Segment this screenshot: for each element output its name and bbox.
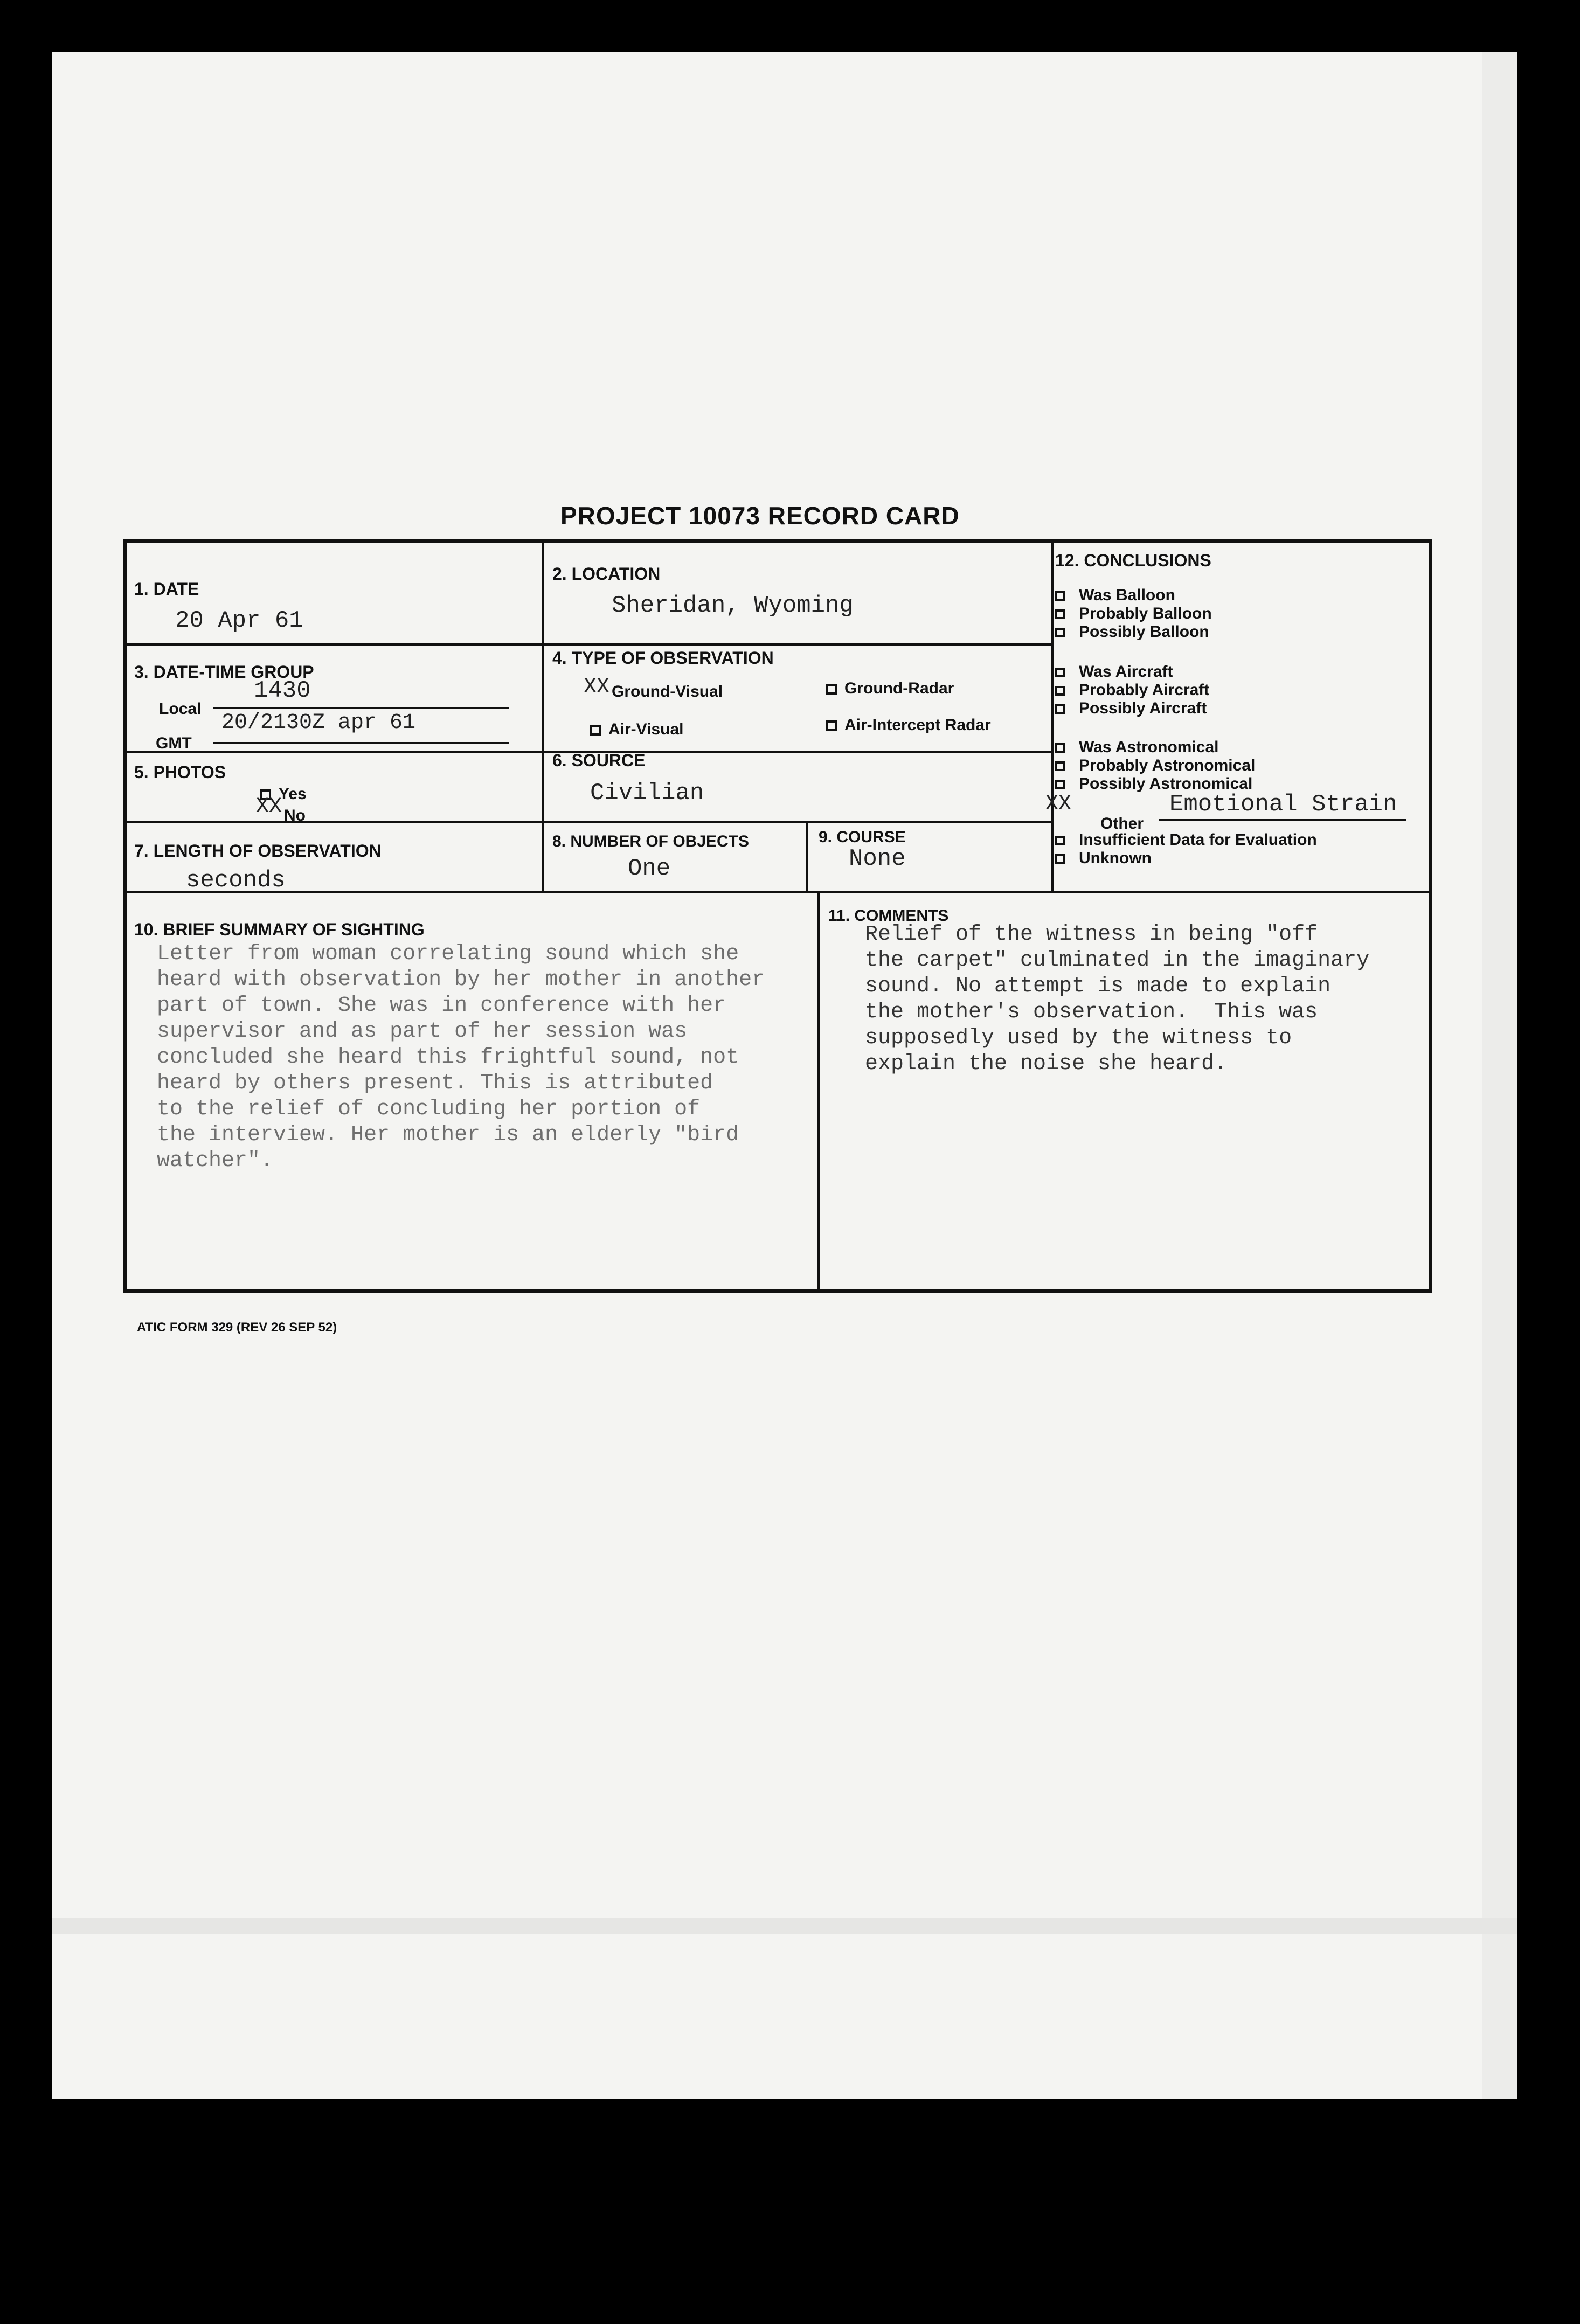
summary-label: 10. BRIEF SUMMARY OF SIGHTING bbox=[134, 920, 425, 939]
record-card bbox=[123, 539, 1432, 1293]
comments-line: Relief of the witness in being "off bbox=[865, 922, 1318, 947]
checkbox bbox=[1055, 686, 1065, 696]
ground-visual-mark: XX bbox=[584, 675, 610, 699]
divider bbox=[806, 821, 808, 891]
other-value: Emotional Strain bbox=[1169, 791, 1397, 818]
conclusion-item bbox=[1055, 605, 1212, 623]
summary-line: supervisor and as part of her session was bbox=[157, 1019, 688, 1044]
conclusions-group-balloon bbox=[1055, 586, 1212, 641]
conclusions-group-other bbox=[1055, 831, 1317, 868]
conclusions-label: 12. CONCLUSIONS bbox=[1055, 551, 1211, 570]
opt-air-intercept bbox=[826, 716, 991, 734]
checkbox bbox=[1055, 609, 1065, 619]
summary-line: part of town. She was in conference with her bbox=[157, 994, 726, 1018]
comments-text bbox=[865, 922, 1369, 1077]
objects-value: One bbox=[628, 855, 671, 882]
conclusion-item bbox=[1055, 738, 1255, 757]
checkbox bbox=[1055, 854, 1065, 864]
location-value: Sheridan, Wyoming bbox=[612, 592, 854, 619]
checkbox bbox=[1055, 780, 1065, 789]
conclusion-item bbox=[1055, 775, 1255, 793]
source-label: 6. SOURCE bbox=[552, 751, 646, 770]
date-label: 1. DATE bbox=[134, 579, 199, 599]
conclusion-text: Unknown bbox=[1079, 849, 1152, 867]
conclusion-text: Possibly Aircraft bbox=[1079, 699, 1207, 717]
opt-air-visual bbox=[590, 720, 684, 739]
comments-line: the carpet" culminated in the imaginary bbox=[865, 948, 1370, 973]
paper-edge bbox=[1482, 52, 1517, 2099]
checkbox bbox=[1055, 836, 1065, 845]
summary-line: heard with observation by her mother in another bbox=[157, 968, 765, 992]
card-title: PROJECT 10073 RECORD CARD bbox=[560, 502, 960, 530]
opt-ground-visual: Ground-Visual bbox=[612, 683, 723, 700]
type-obs-label: 4. TYPE OF OBSERVATION bbox=[552, 648, 774, 668]
opt-air-visual-text: Air-Visual bbox=[608, 720, 684, 738]
conclusion-text: Was Balloon bbox=[1079, 586, 1175, 604]
checkbox bbox=[1055, 668, 1065, 677]
conclusion-item bbox=[1055, 586, 1212, 605]
checkbox bbox=[1055, 761, 1065, 771]
conclusion-item bbox=[1055, 757, 1255, 775]
summary-line: the interview. Her mother is an elderly "bird bbox=[157, 1123, 739, 1147]
conclusion-text: Was Astronomical bbox=[1079, 738, 1219, 756]
comments-line: supposedly used by the witness to bbox=[865, 1026, 1292, 1050]
comments-line: the mother's observation. This was bbox=[865, 1000, 1318, 1024]
summary-line: Letter from woman correlating sound which she bbox=[157, 942, 739, 966]
summary-line: watcher". bbox=[157, 1149, 274, 1173]
divider bbox=[127, 891, 1429, 893]
location-label: 2. LOCATION bbox=[552, 564, 661, 584]
paper-fold bbox=[52, 1918, 1517, 1934]
summary-line: heard by others present. This is attributed bbox=[157, 1071, 713, 1095]
divider bbox=[127, 821, 1051, 823]
course-label: 9. COURSE bbox=[819, 828, 906, 846]
gmt-underline bbox=[213, 742, 509, 744]
dtg-local-label: Local bbox=[159, 700, 202, 718]
conclusion-item bbox=[1055, 623, 1212, 641]
other-label: Other bbox=[1100, 815, 1144, 833]
divider bbox=[127, 643, 1051, 646]
source-value: Civilian bbox=[590, 780, 704, 807]
objects-label: 8. NUMBER OF OBJECTS bbox=[552, 833, 750, 850]
checkbox bbox=[1055, 628, 1065, 637]
conclusion-item bbox=[1055, 831, 1317, 849]
opt-ground-radar bbox=[826, 679, 954, 698]
conclusion-item bbox=[1055, 699, 1209, 718]
conclusions-group-astronomical bbox=[1055, 738, 1255, 793]
conclusion-text: Probably Balloon bbox=[1079, 605, 1212, 622]
form-number: ATIC FORM 329 (REV 26 SEP 52) bbox=[137, 1320, 337, 1335]
summary-line: to the relief of concluding her portion of bbox=[157, 1097, 701, 1121]
conclusion-item bbox=[1055, 681, 1209, 699]
photos-yes-text: Yes bbox=[279, 785, 307, 803]
checkbox bbox=[590, 725, 601, 736]
course-value: None bbox=[849, 845, 906, 872]
local-underline bbox=[213, 707, 509, 709]
divider bbox=[817, 891, 820, 1289]
other-underline bbox=[1159, 819, 1406, 821]
length-label: 7. LENGTH OF OBSERVATION bbox=[134, 841, 382, 861]
conclusion-text: Possibly Balloon bbox=[1079, 623, 1209, 641]
summary-text bbox=[157, 941, 765, 1174]
conclusion-text: Possibly Astronomical bbox=[1079, 775, 1253, 793]
dtg-local-value: 1430 bbox=[254, 677, 311, 704]
conclusion-item bbox=[1055, 849, 1317, 868]
conclusion-text: Probably Aircraft bbox=[1079, 681, 1210, 699]
conclusion-text: Insufficient Data for Evaluation bbox=[1079, 831, 1317, 849]
dtg-gmt-label: GMT bbox=[156, 734, 192, 752]
divider bbox=[542, 543, 544, 891]
checkbox bbox=[826, 684, 837, 695]
checkbox bbox=[1055, 743, 1065, 753]
conclusion-text: Was Aircraft bbox=[1079, 663, 1173, 681]
conclusions-group-aircraft bbox=[1055, 663, 1209, 718]
opt-ground-radar-text: Ground-Radar bbox=[844, 679, 954, 697]
conclusion-item bbox=[1055, 663, 1209, 681]
summary-line: concluded she heard this frightful sound, not bbox=[157, 1045, 739, 1070]
checkbox bbox=[826, 720, 837, 731]
length-value: seconds bbox=[186, 867, 286, 894]
opt-air-intercept-text: Air-Intercept Radar bbox=[844, 716, 991, 734]
comments-label: 11. COMMENTS bbox=[828, 907, 949, 925]
dtg-gmt-value: 20/2130Z apr 61 bbox=[221, 711, 416, 735]
checkbox bbox=[1055, 591, 1065, 601]
comments-line: sound. No attempt is made to explain bbox=[865, 974, 1331, 998]
dtg-label: 3. DATE-TIME GROUP bbox=[134, 662, 314, 682]
photos-label: 5. PHOTOS bbox=[134, 762, 226, 782]
conclusion-text: Probably Astronomical bbox=[1079, 757, 1256, 774]
divider bbox=[1051, 543, 1054, 891]
comments-line: explain the noise she heard. bbox=[865, 1052, 1228, 1076]
date-value: 20 Apr 61 bbox=[175, 607, 303, 634]
photos-no: No bbox=[284, 807, 306, 824]
other-mark: XX bbox=[1045, 792, 1072, 816]
photos-no-mark: XX bbox=[256, 795, 282, 819]
checkbox bbox=[1055, 704, 1065, 714]
